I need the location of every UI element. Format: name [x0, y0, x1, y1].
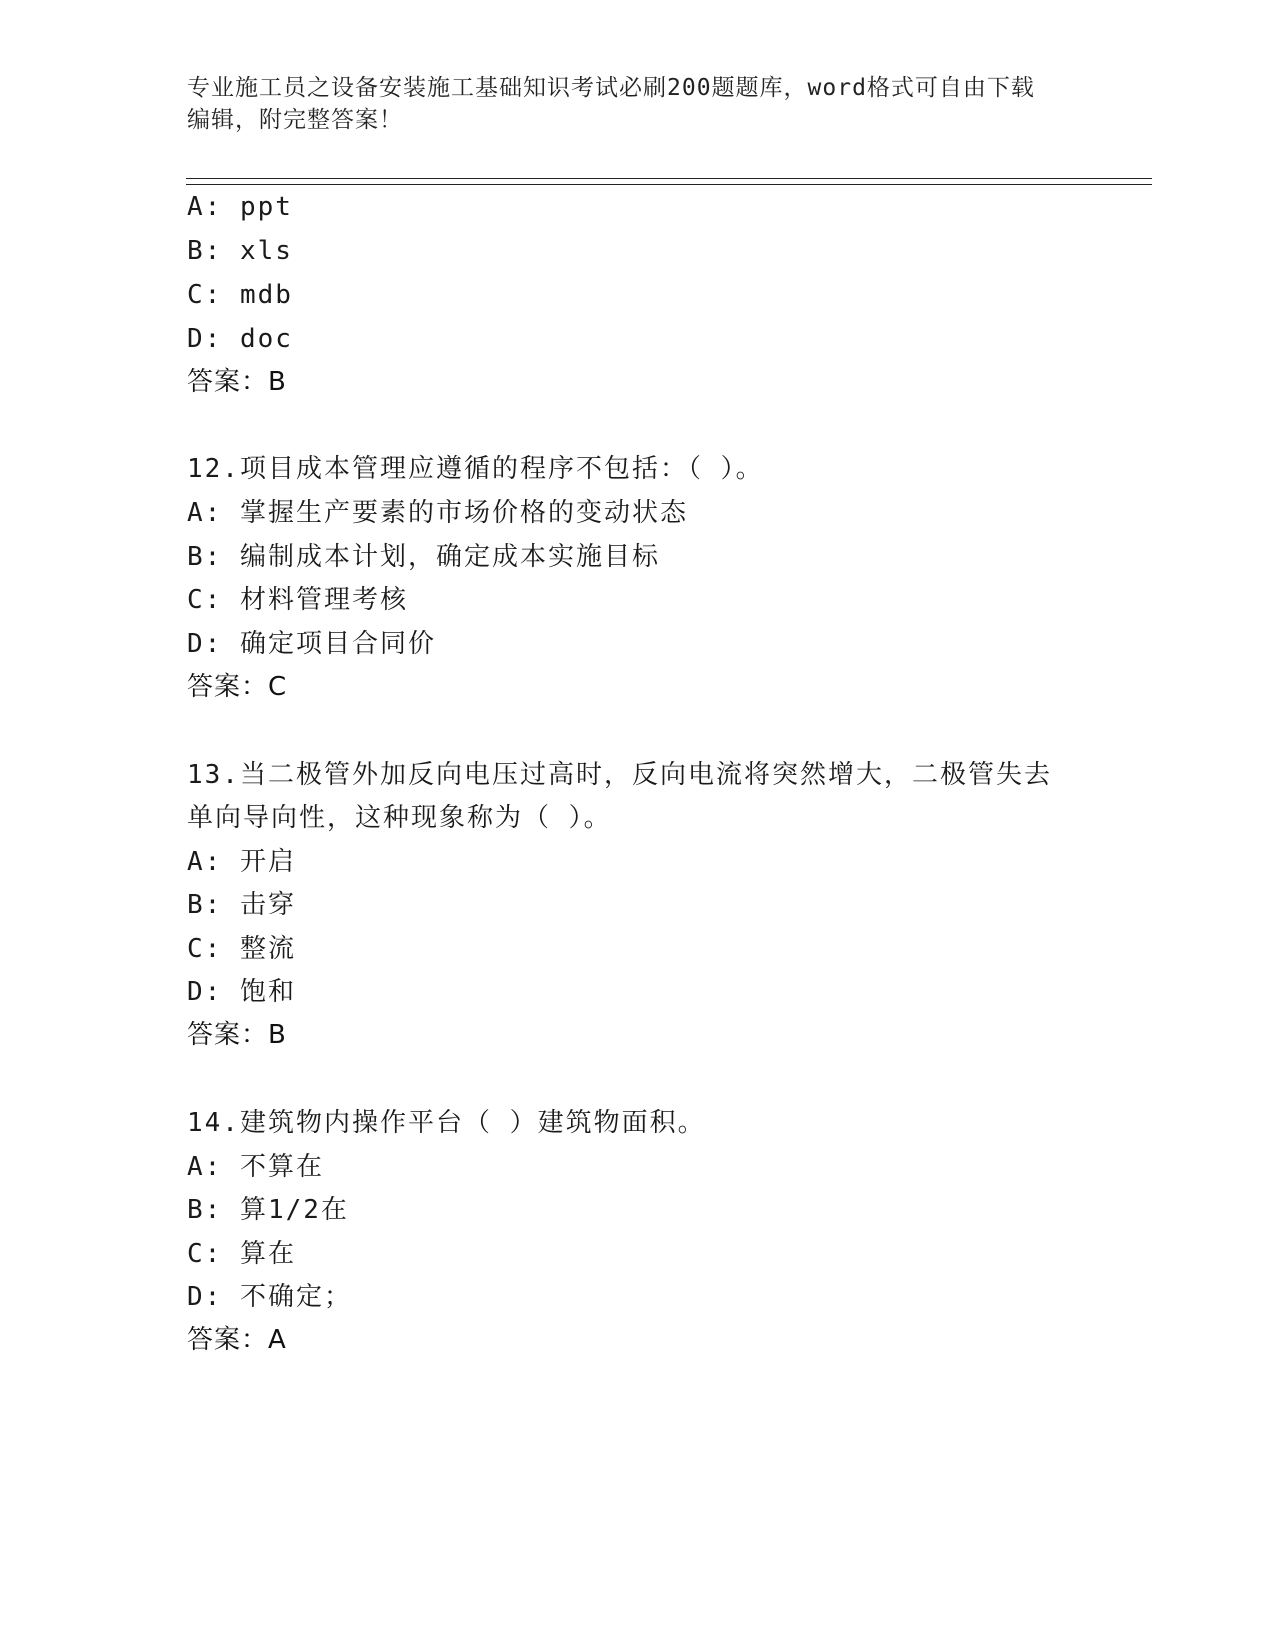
- q12-option-c: C: 材料管理考核: [187, 585, 408, 615]
- q12-option-b: B: 编制成本计划，确定成本实施目标: [187, 542, 660, 572]
- document-header: [187, 72, 1067, 136]
- q12-answer: 答案：C: [187, 672, 288, 702]
- q11-answer: 答案：B: [187, 367, 287, 397]
- q14-option-c: C: 算在: [187, 1239, 296, 1269]
- q13-option-b: B: 击穿: [187, 890, 296, 920]
- q13-question-line-2: 单向导向性，这种现象称为（ ）。: [187, 803, 612, 833]
- q13-question-line-1: 13.当二极管外加反向电压过高时，反向电流将突然增大，二极管失去: [187, 760, 1052, 790]
- q13-option-c: C: 整流: [187, 934, 296, 964]
- q12-question: 12.项目成本管理应遵循的程序不包括：（ ）。: [187, 454, 764, 484]
- q11-option-a: A: ppt: [187, 192, 293, 222]
- q12-option-d: D: 确定项目合同价: [187, 629, 436, 659]
- header-line-1: 专业施工员之设备安装施工基础知识考试必刷200题题库，word格式可自由下载: [187, 75, 1035, 101]
- q13-answer: 答案：B: [187, 1020, 287, 1050]
- q14-option-a: A: 不算在: [187, 1152, 324, 1182]
- q11-option-d: D: doc: [187, 324, 293, 354]
- q14-option-d: D: 不确定；: [187, 1282, 352, 1312]
- header-divider: [186, 178, 1152, 185]
- q13-option-a: A: 开启: [187, 847, 296, 877]
- q13-option-d: D: 饱和: [187, 977, 296, 1007]
- q11-option-b: B: xls: [187, 236, 293, 266]
- q11-option-c: C: mdb: [187, 280, 293, 310]
- q14-option-b: B: 算1/2在: [187, 1195, 349, 1225]
- header-line-2: 编辑，附完整答案！: [187, 107, 403, 133]
- q14-answer: 答案：A: [187, 1325, 287, 1355]
- q14-question: 14.建筑物内操作平台（ ）建筑物面积。: [187, 1108, 706, 1138]
- q12-option-a: A: 掌握生产要素的市场价格的变动状态: [187, 498, 688, 528]
